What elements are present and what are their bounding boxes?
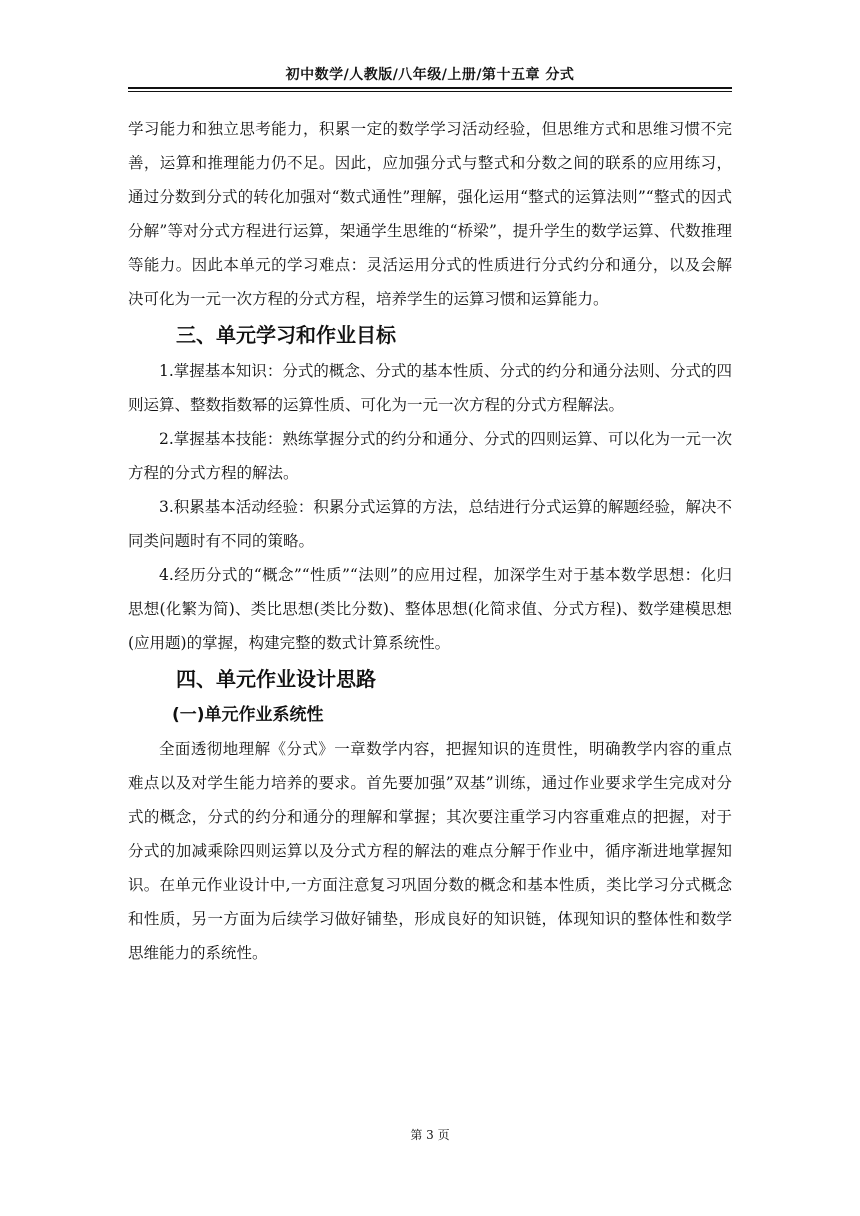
- goal-item-3: 3.积累基本活动经验：积累分式运算的方法，总结进行分式运算的解题经验，解决不同类问题时有不同的策略。: [128, 498, 732, 550]
- goal-item-4: 4.经历分式的“概念”“性质”“法则”的应用过程，加深学生对于基本数学思想：化归思想(化繁为简)、类比思想(类比分数)、整体思想(化简求值、分式方程)、数学建模思想(应用题)的掌握，构建完整的数式计算系统性。: [128, 566, 732, 652]
- goal-item-2: 2.掌握基本技能：熟练掌握分式的约分和通分、分式的四则运算、可以化为一元一次方程的分式方程的解法。: [128, 430, 732, 482]
- section-heading-goals: 三、单元学习和作业目标: [176, 323, 396, 347]
- paragraph-system: 全面透彻地理解《分式》一章数学内容，把握知识的连贯性，明确教学内容的重点难点以及对学生能力培养的要求。首先要加强”双基”训练，通过作业要求学生完成对分式的概念，分式的约分和通分的理解和掌握；其次要注重学习内容重难点的把握，对于分式的加减乘除四则运算以及分式方程的解法的难点分解于作业中，循序渐进地掌握知识。在单元作业设计中,一方面注意复习巩固分数的概念和基本性质，类比学习分式概念和性质，另一方面为后续学习做好铺垫，形成良好的知识链，体现知识的整体性和数学思维能力的系统性。: [128, 740, 732, 962]
- page-header: 初中数学/人教版/八年级/上册/第十五章 分式: [285, 67, 575, 83]
- goal-item-1: 1.掌握基本知识：分式的概念、分式的基本性质、分式的约分和通分法则、分式的四则运算、整数指数幂的运算性质、可化为一元一次方程的分式方程解法。: [128, 362, 732, 414]
- header-rule-thin: [128, 91, 732, 92]
- section-heading-design: 四、单元作业设计思路: [176, 667, 376, 691]
- header-rule-thick: [128, 87, 732, 89]
- paragraph-difficulty: 学习能力和独立思考能力，积累一定的数学学习活动经验，但思维方式和思维习惯不完善，运算和推理能力仍不足。因此，应加强分式与整式和分数之间的联系的应用练习，通过分数到分式的转化加强对“数式通性”理解，强化运用“整式的运算法则”“整式的因式分解”等对分式方程进行运算，架通学生思维的“桥梁”，提升学生的数学运算、代数推理等能力。因此本单元的学习难点：灵活运用分式的性质进行分式约分和通分，以及会解决可化为一元一次方程的分式方程，培养学生的运算习惯和运算能力。: [128, 120, 732, 308]
- page-number: 第 3 页: [410, 1128, 450, 1142]
- subsection-heading-system: (一)单元作业系统性: [172, 705, 324, 725]
- document-body: [128, 112, 732, 970]
